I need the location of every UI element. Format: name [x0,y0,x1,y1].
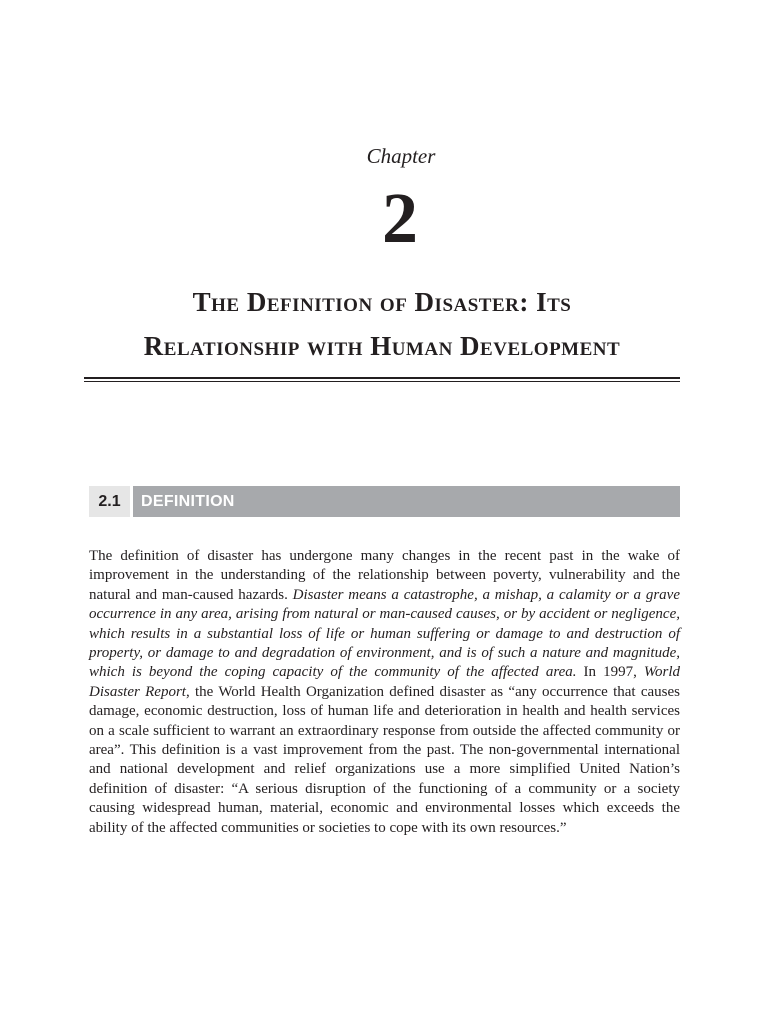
chapter-number: 2 [382,178,418,258]
paragraph-definition-italic: Disaster means a catastrophe, a mishap, a calamity or a grave occurrence in any area, arising from natural or man-caused causes, or by accident or negligence, which results in a substantial loss of life or human suffering or damage to and destruction of property, or damage to and degradation of environment, and is of such a nature and magnitude, which is beyond the coping capacity of the community of the affected area. [89,586,680,681]
paragraph-report-title: World Disaster Report [89,664,680,700]
section-heading [89,486,680,517]
chapter-title-line-1: The Definition of Disaster: Its [192,287,572,317]
title-divider-thin [84,381,680,382]
paragraph-text-intro: The definition of disaster has undergone many changes in the recent past in the wake of improvement in the understanding of the relationship between poverty, vulnerability and the natural and man-caused hazards. [89,548,680,603]
definition-paragraph [89,547,680,838]
paragraph-text-year: In 1997, [576,664,644,681]
title-divider-thick [84,377,680,379]
paragraph-text-rest: , the World Health Organization defined disaster as “any occurrence that causes damage, economic destruction, loss of human life and deterioration in health and health services on a scale sufficient to warrant an extraordinary response from outside the affected community or area”. This definition is a vast improvement from the past. The non-governmental international and national development and relief organizations use a more simplified United Nation’s definition of disaster: “A serious disruption of the functioning of a community or a society causing widespread human, material, economic and environmental losses which exceeds the ability of the affected communities or societies to cope with its own resources.” [89,683,680,836]
chapter-title [84,280,680,368]
section-title: DEFINITION [133,486,680,517]
section-number: 2.1 [89,486,130,517]
chapter-label: Chapter [366,144,436,168]
chapter-title-line-2: Relationship with Human Development [143,331,621,361]
